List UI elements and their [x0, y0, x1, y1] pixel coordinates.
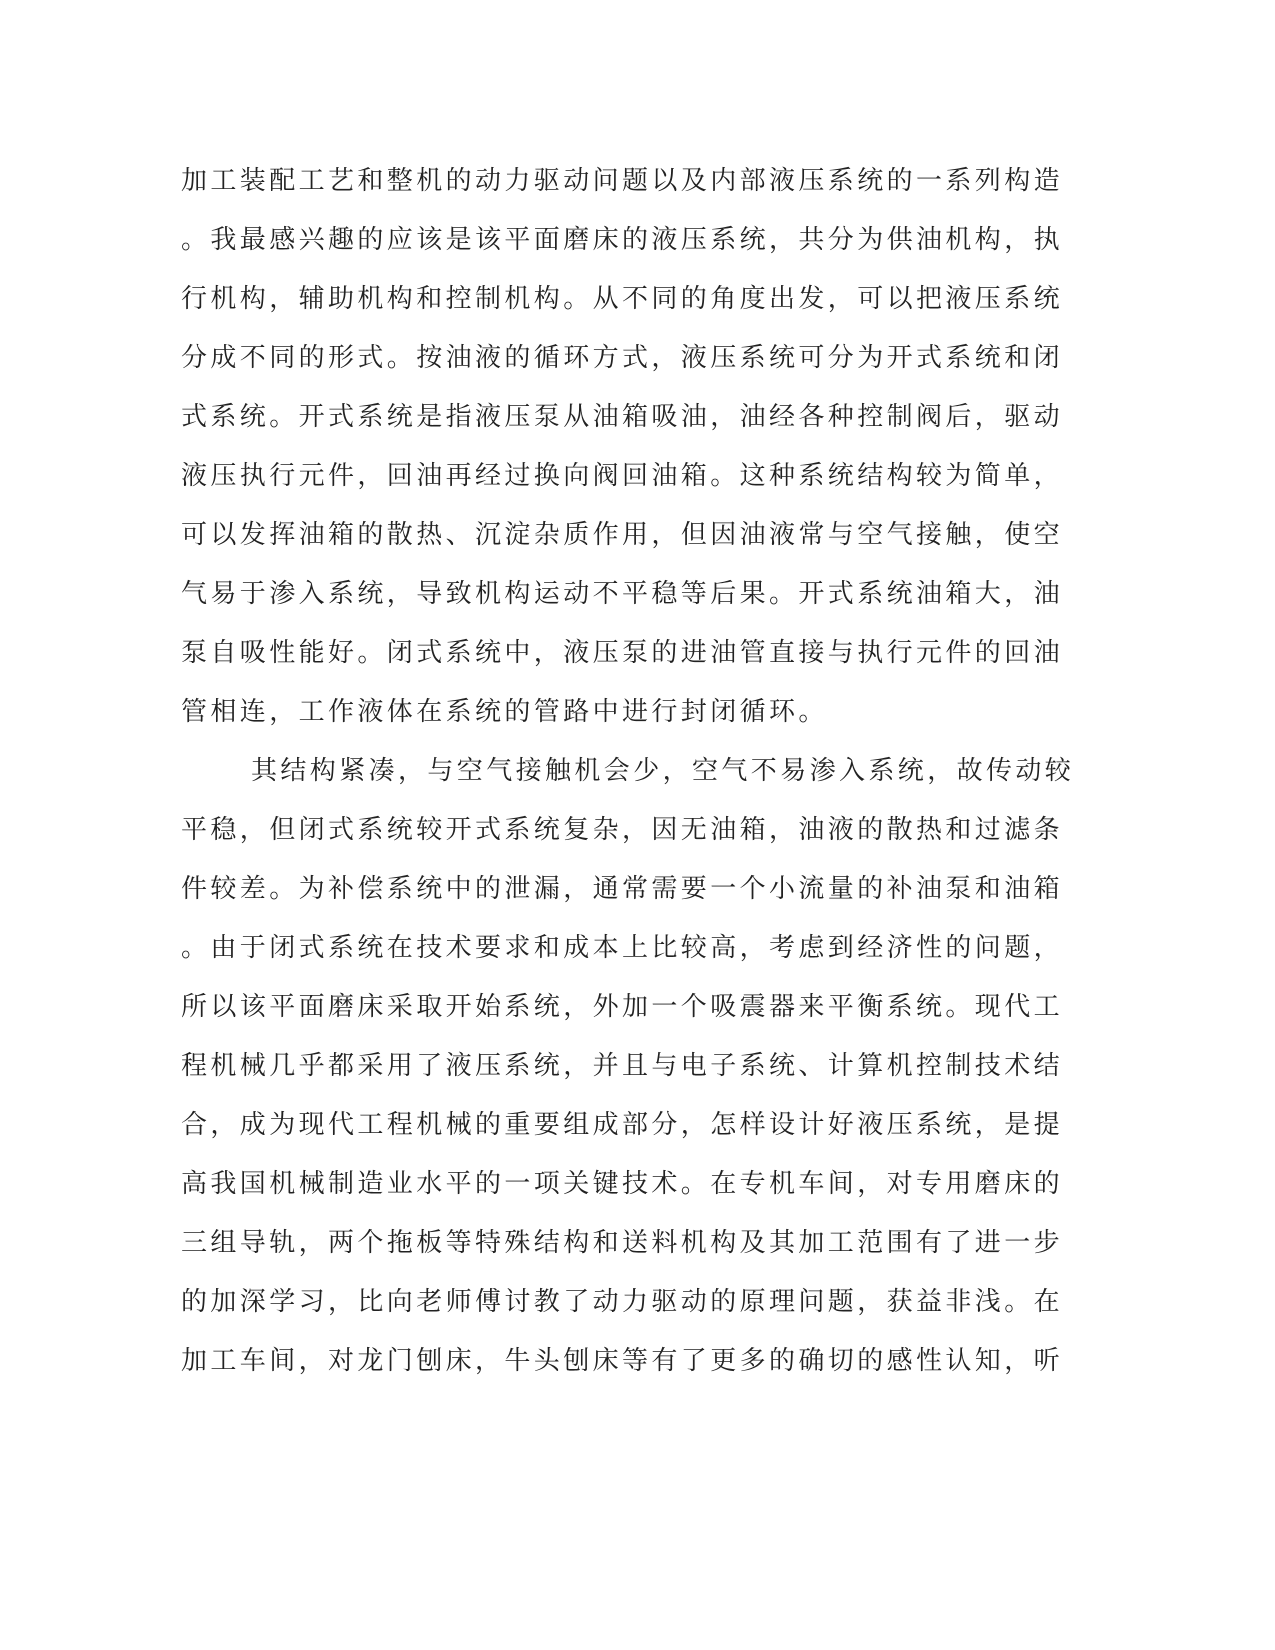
text-line: 行机构，辅助机构和控制机构。从不同的角度出发，可以把液压系统 [181, 284, 1064, 314]
text-line: 加工装配工艺和整机的动力驱动问题以及内部液压系统的一系列构造 [181, 166, 1064, 196]
text-line: 平稳，但闭式系统较开式系统复杂，因无油箱，油液的散热和过滤条 [181, 815, 1064, 845]
text-line: 液压执行元件，回油再经过换向阀回油箱。这种系统结构较为简单， [181, 461, 1064, 491]
text-line: 。由于闭式系统在技术要求和成本上比较高，考虑到经济性的问题， [181, 933, 1064, 963]
text-line: 分成不同的形式。按油液的循环方式，液压系统可分为开式系统和闭 [181, 343, 1064, 373]
paragraph-first-line: 其结构紧凑，与空气接触机会少，空气不易渗入系统，故传动较 [251, 756, 1075, 786]
text-line: 合，成为现代工程机械的重要组成部分，怎样设计好液压系统，是提 [181, 1110, 1064, 1140]
text-line: 高我国机械制造业水平的一项关键技术。在专机车间，对专用磨床的 [181, 1169, 1064, 1199]
text-line: 式系统。开式系统是指液压泵从油箱吸油，油经各种控制阀后，驱动 [181, 402, 1064, 432]
body-text [181, 159, 1075, 1398]
text-line: 气易于渗入系统，导致机构运动不平稳等后果。开式系统油箱大，油 [181, 579, 1064, 609]
text-line: 泵自吸性能好。闭式系统中，液压泵的进油管直接与执行元件的回油 [181, 638, 1064, 668]
text-line: 所以该平面磨床采取开始系统，外加一个吸震器来平衡系统。现代工 [181, 992, 1064, 1022]
text-line: 三组导轨，两个拖板等特殊结构和送料机构及其加工范围有了进一步 [181, 1228, 1064, 1258]
text-line: 管相连，工作液体在系统的管路中进行封闭循环。 [181, 697, 828, 727]
text-line: 。我最感兴趣的应该是该平面磨床的液压系统，共分为供油机构，执 [181, 225, 1064, 255]
text-line: 的加深学习，比向老师傅讨教了动力驱动的原理问题，获益非浅。在 [181, 1287, 1064, 1317]
text-line: 加工车间，对龙门刨床，牛头刨床等有了更多的确切的感性认知，听 [181, 1346, 1064, 1376]
text-line: 程机械几乎都采用了液压系统，并且与电子系统、计算机控制技术结 [181, 1051, 1064, 1081]
text-line: 可以发挥油箱的散热、沉淀杂质作用，但因油液常与空气接触，使空 [181, 520, 1064, 550]
text-line: 件较差。为补偿系统中的泄漏，通常需要一个小流量的补油泵和油箱 [181, 874, 1064, 904]
